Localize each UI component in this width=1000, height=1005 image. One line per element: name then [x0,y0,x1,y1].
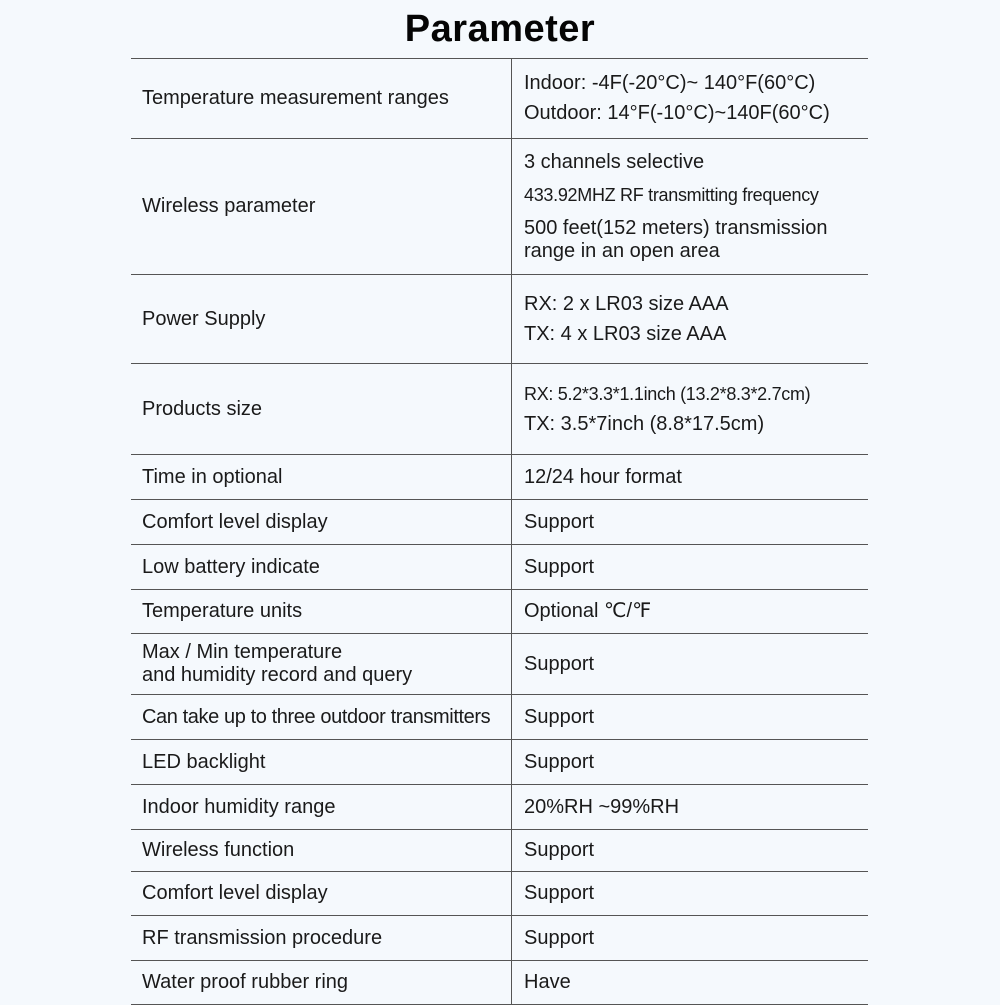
row-label: Comfort level display [131,872,512,916]
label-line: and humidity record and query [142,664,413,686]
row-value: Support [512,695,869,740]
value-line: TX: 4 x LR03 size AAA [524,322,727,345]
row-label: Comfort level display [131,500,512,545]
row-value: Support [512,916,869,961]
row-value [512,275,869,364]
table-row [131,785,868,830]
table-row [131,916,868,961]
row-value [512,139,869,275]
row-value: 20%RH ~99%RH [512,785,869,830]
row-label: Wireless parameter [131,139,512,275]
value-line: TX: 3.5*7inch (8.8*17.5cm) [524,412,765,435]
row-label [131,634,512,695]
row-value: 12/24 hour format [512,455,869,500]
row-label: Power Supply [131,275,512,364]
row-value: Support [512,545,869,590]
row-label: Low battery indicate [131,545,512,590]
row-value: Optional ℃/℉ [512,590,869,634]
row-value: Support [512,500,869,545]
row-label: Water proof rubber ring [131,961,512,1005]
value-line: 3 channels selective [524,150,705,173]
row-value: Support [512,830,869,872]
value-line: 433.92MHZ RF transmitting frequency [524,184,819,205]
value-line: range in an open area [524,239,720,262]
row-label: Wireless function [131,830,512,872]
label-line: Max / Min temperature [142,641,343,663]
table-row [131,590,868,634]
table-row [131,740,868,785]
row-value: Support [512,740,869,785]
parameter-table [131,58,868,1005]
row-value [512,59,869,139]
table-row [131,500,868,545]
table-row [131,364,868,455]
page-title: Parameter [404,8,596,50]
table-row [131,59,868,139]
table-row [131,455,868,500]
row-value: Support [512,634,869,695]
table-row [131,830,868,872]
row-value: Have [512,961,869,1005]
row-label: Time in optional [131,455,512,500]
row-label: Indoor humidity range [131,785,512,830]
row-label: RF transmission procedure [131,916,512,961]
value-line: Indoor: -4F(-20°C)~ 140°F(60°C) [524,72,816,94]
row-label: Can take up to three outdoor transmitters [131,695,512,740]
row-label: Temperature measurement ranges [131,59,512,139]
table-row [131,961,868,1005]
table-row [131,634,868,695]
table-row [131,695,868,740]
row-label: Temperature units [131,590,512,634]
table-row [131,872,868,916]
value-line: RX: 5.2*3.3*1.1inch (13.2*8.3*2.7cm) [524,383,811,404]
table-row [131,545,868,590]
row-value [512,364,869,455]
row-value: Support [512,872,869,916]
table-row [131,139,868,275]
value-line: 500 feet(152 meters) transmission [524,216,828,239]
value-line: RX: 2 x LR03 size AAA [524,292,729,315]
table-row [131,275,868,364]
value-line: Outdoor: 14°F(-10°C)~140F(60°C) [524,102,830,124]
row-label: LED backlight [131,740,512,785]
row-label: Products size [131,364,512,455]
